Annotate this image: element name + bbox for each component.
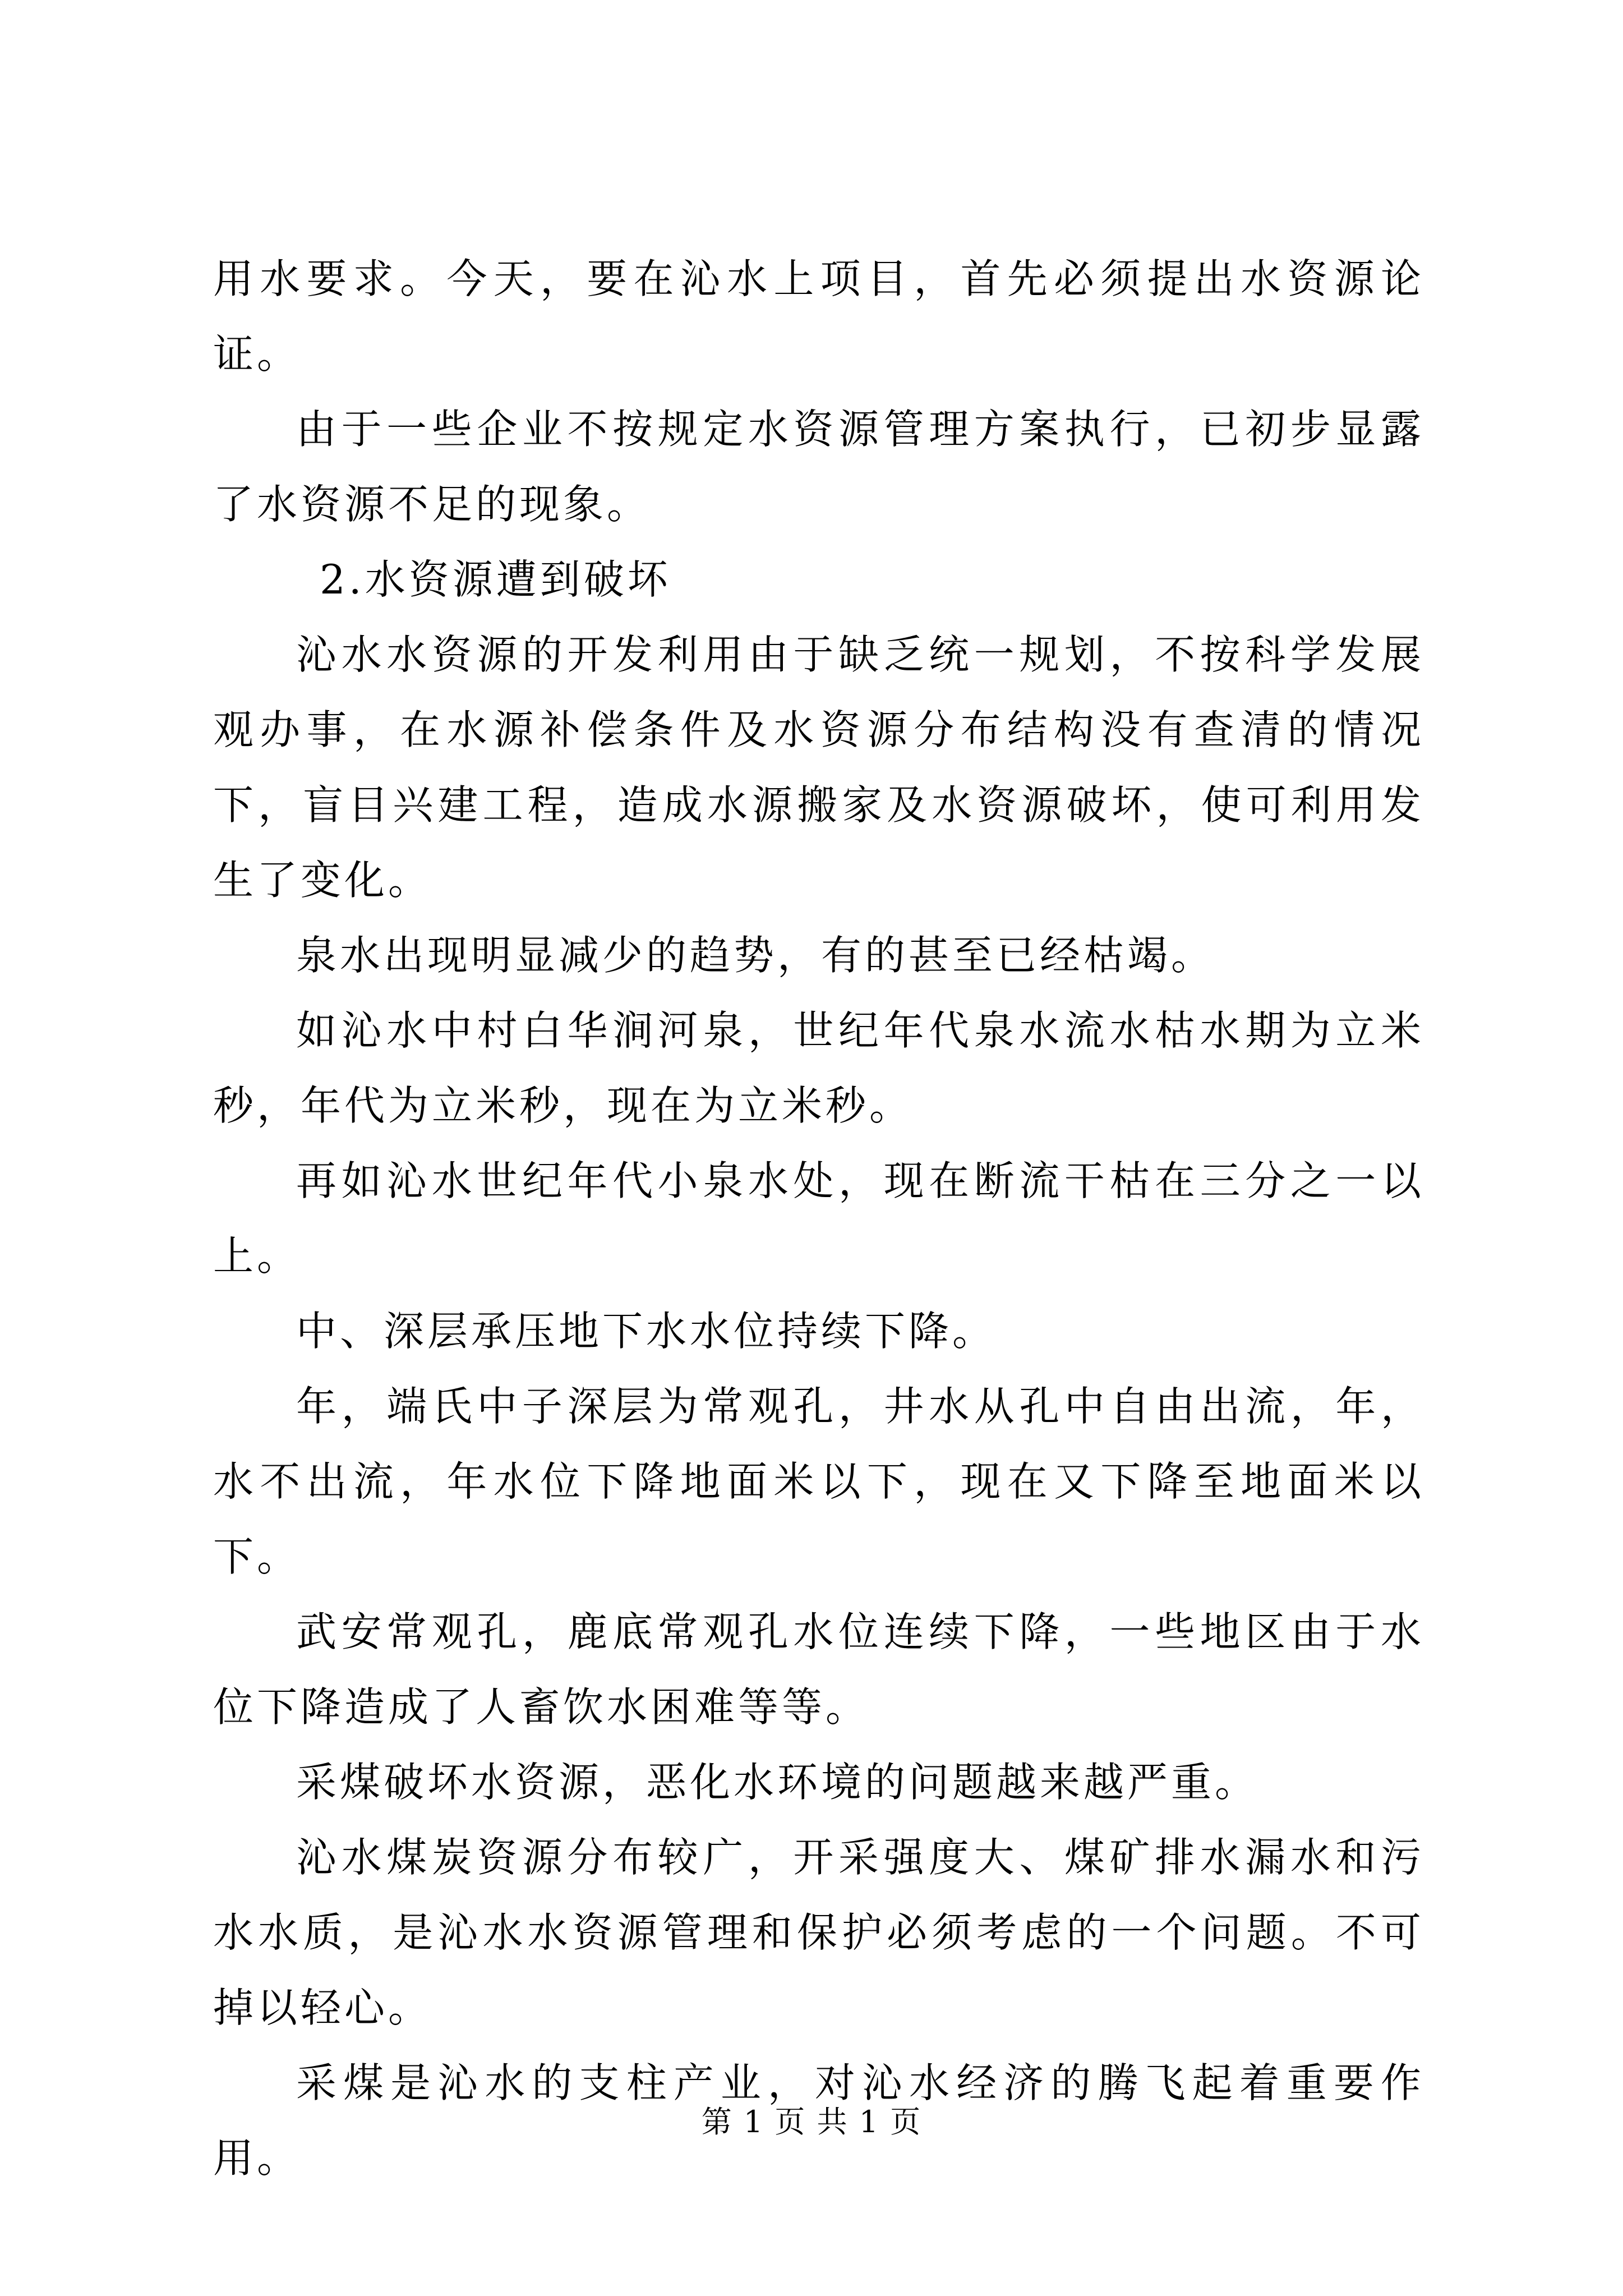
paragraph: 如沁水中村白华涧河泉，世纪年代泉水流水枯水期为立米秒，年代为立米秒，现在为立米秒。 — [213, 1007, 1424, 1129]
document-body — [213, 241, 1424, 2196]
paragraph: 泉水出现明显减少的趋势，有的甚至已经枯竭。 — [296, 932, 1215, 979]
paragraph: 沁水水资源的开发利用由于缺乏统一规划，不按科学发展观办事，在水源补偿条件及水资源分布结构没有查清的情况下，盲目兴建工程，造成水源搬家及水资源破坏，使可利用发生了变化。 — [213, 631, 1424, 904]
paragraph: 采煤破坏水资源，恶化水环境的问题越来越严重。 — [296, 1759, 1259, 1806]
paragraph: 武安常观孔，鹿底常观孔水位连续下降，一些地区由于水位下降造成了人畜饮水困难等等。 — [213, 1608, 1424, 1731]
paragraph: 中、深层承压地下水水位持续下降。 — [296, 1308, 997, 1355]
paragraph: 年，端氏中子深层为常观孔，井水从孔中自由出流，年，水不出流，年水位下降地面米以下，现在又下降至地面米以下。 — [213, 1383, 1424, 1580]
page-number-label: 第 1 页 共 1 页 — [701, 2104, 922, 2139]
paragraph: 再如沁水世纪年代小泉水处，现在断流干枯在三分之一以上。 — [213, 1157, 1424, 1280]
paragraph-continued: 用水要求。今天，要在沁水上项目，首先必须提出水资源论证。 — [213, 255, 1424, 378]
section-heading: 2.水资源遭到破坏 — [320, 556, 671, 603]
paragraph: 沁水煤炭资源分布较广，开采强度大、煤矿排水漏水和污水水质，是沁水水资源管理和保护必须考虑的一个问题。不可掉以轻心。 — [213, 1834, 1424, 2031]
page-footer — [0, 2102, 1623, 2142]
paragraph: 采煤是沁水的支柱产业，对沁水经济的腾飞起着重要作用。 — [213, 2059, 1424, 2182]
paragraph: 由于一些企业不按规定水资源管理方案执行，已初步显露了水资源不足的现象。 — [213, 406, 1424, 528]
